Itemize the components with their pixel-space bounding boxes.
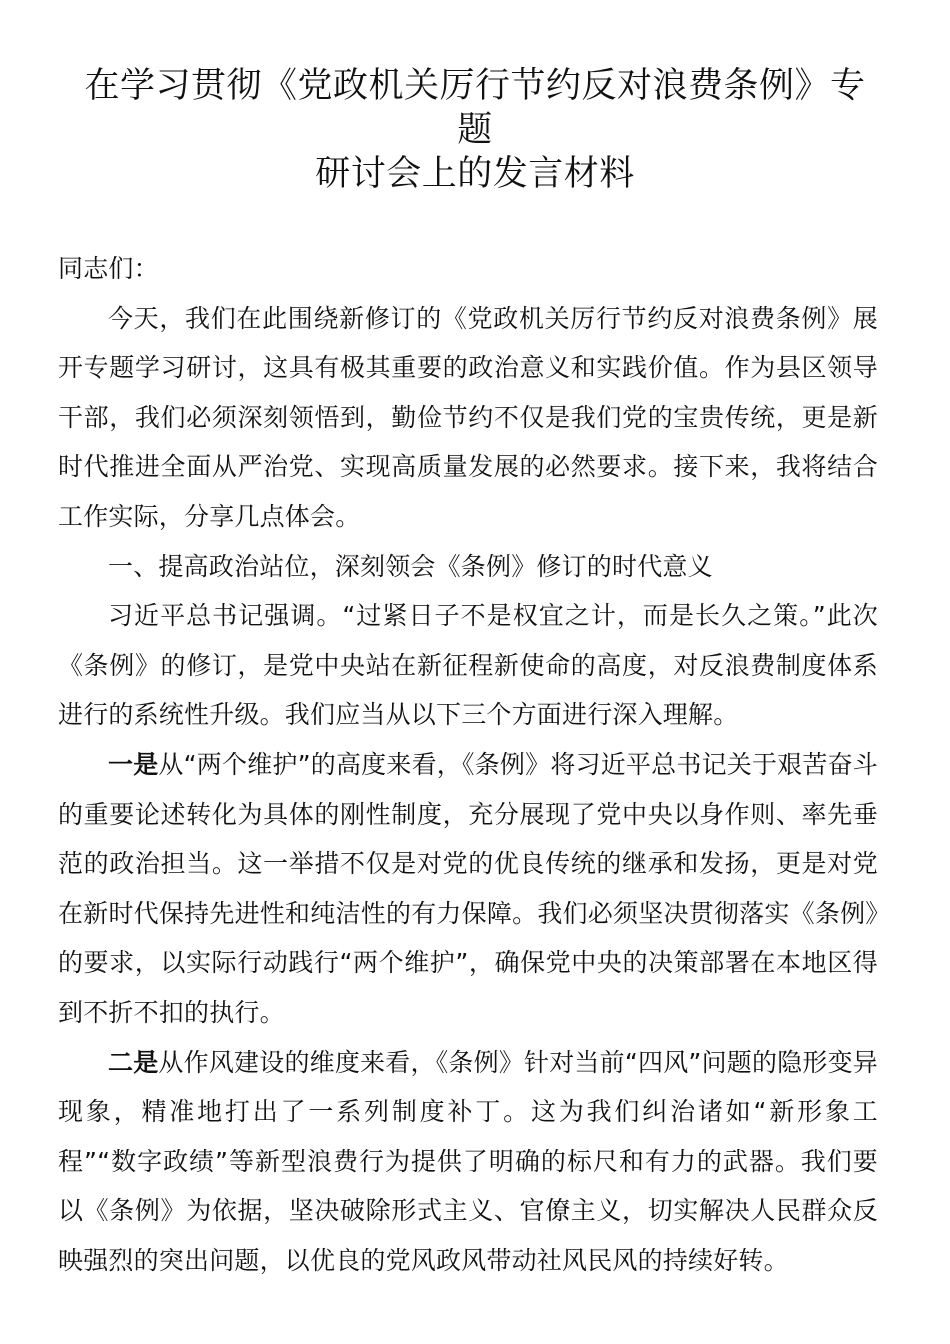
point-2-text: 从作风建设的维度来看，《条例》针对当前“四风”问题的隐形变异现象，精准地打出了一系列制度补丁。这为我们纠治诸如“新形象工程”“数字政绩”等新型浪费行为提供了明确的标尺和有力的武器。我们要以《条例》为依据，坚决破除形式主义、官僚主义，切实解决人民群众反映强烈的突出问题，以优良的党风政风带动社风民风的持续好转。 (58, 1047, 879, 1275)
intro-paragraph: 今天，我们在此围绕新修订的《党政机关厉行节约反对浪费条例》展开专题学习研讨，这具有极其重要的政治意义和实践价值。作为县区领导干部，我们必须深刻领悟到，勤俭节约不仅是我们党的宝贵传统，更是新时代推进全面从严治党、实现高质量发展的必然要求。接下来，我将结合工作实际，分享几点体会。 (58, 303, 878, 531)
point-2-paragraph (58, 1038, 878, 1286)
document-title (58, 64, 878, 196)
title-line-1: 在学习贯彻《党政机关厉行节约反对浪费条例》专题 (84, 66, 866, 150)
title-line-2: 研讨会上的发言材料 (315, 154, 635, 194)
section-1-paragraph: 习近平总书记强调。“过紧日子不是权宜之计，而是长久之策。”此次《条例》的修订，是党中央站在新征程新使命的高度，对反浪费制度体系进行的系统性升级。我们应当从以下三个方面进行深入理解。 (58, 601, 878, 730)
section-1-heading: 一、提高政治站位，深刻领会《条例》修订的时代意义 (108, 551, 713, 581)
point-2-lead: 二是 (108, 1047, 159, 1077)
point-1-paragraph (58, 740, 878, 1038)
salutation: 同志们： (58, 254, 159, 283)
point-1-lead: 一是 (108, 749, 159, 779)
document-body (58, 244, 878, 1285)
point-1-text: 从“两个维护”的高度来看，《条例》将习近平总书记关于艰苦奋斗的重要论述转化为具体的刚性制度，充分展现了党中央以身作则、率先垂范的政治担当。这一举措不仅是对党的优良传统的继承和发扬，更是对党在新时代保持先进性和纯洁性的有力保障。我们必须坚决贯彻落实《条例》的要求，以实际行动践行“两个维护”，确保党中央的决策部署在本地区得到不折不扣的执行。 (58, 749, 879, 1027)
